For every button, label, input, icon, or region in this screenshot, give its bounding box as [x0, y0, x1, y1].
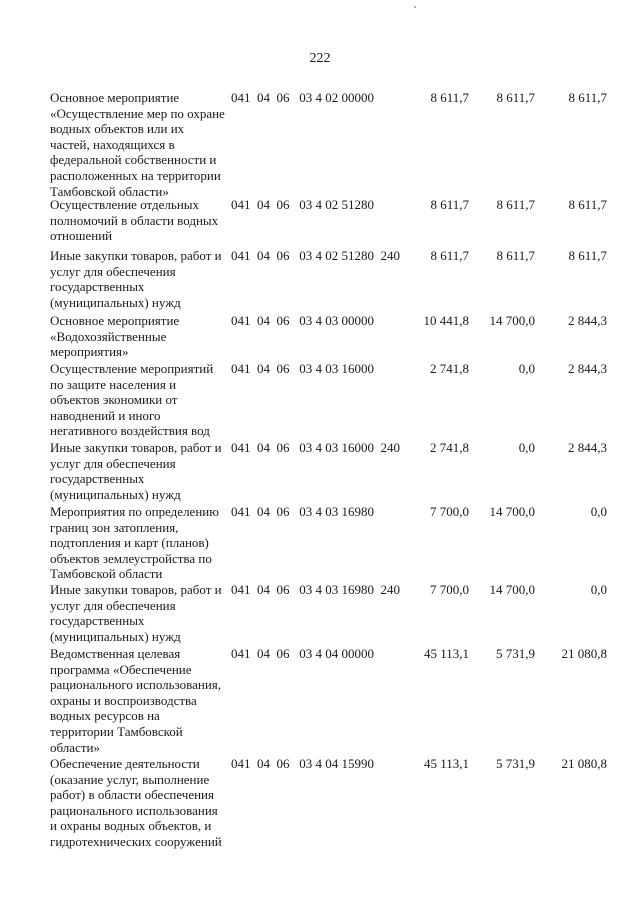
amount-year-1: 2 741,8 — [430, 440, 469, 455]
row-description — [50, 756, 230, 850]
description-line: по защите населения и — [50, 376, 177, 392]
description-line: Тамбовской области» — [50, 183, 169, 199]
row-description — [50, 440, 230, 502]
budget-code: 041 04 06 03 4 03 00000 — [231, 313, 374, 328]
description-line: объектов экономики от — [50, 392, 178, 408]
description-line: «Осуществление мер по охране — [50, 105, 225, 121]
row-description — [50, 313, 230, 360]
budget-code: 041 04 06 03 4 04 15990 — [231, 756, 374, 771]
budget-code: 041 04 06 03 4 03 16980 — [231, 504, 374, 519]
description-line: работ) в области обеспечения — [50, 787, 214, 803]
amount-year-1: 45 113,1 — [423, 646, 469, 661]
amount-year-3: 0,0 — [590, 504, 607, 519]
amount-year-2: 0,0 — [518, 361, 535, 376]
description-line: услуг для обеспечения — [50, 263, 176, 279]
amount-year-3: 21 080,8 — [561, 646, 607, 661]
description-line: мероприятия» — [50, 344, 129, 360]
row-description — [50, 504, 230, 582]
row-description — [50, 646, 230, 755]
description-line: частей, находящихся в — [50, 136, 175, 152]
description-line: услуг для обеспечения — [50, 597, 176, 613]
amount-year-2: 8 611,7 — [496, 90, 535, 105]
amount-year-2: 14 700,0 — [489, 504, 535, 519]
description-line: Иные закупки товаров, работ и — [50, 582, 222, 597]
description-line: государственных — [50, 471, 145, 487]
amount-year-3: 2 844,3 — [568, 361, 607, 376]
amount-year-1: 2 741,8 — [430, 361, 469, 376]
description-line: рационального использования — [50, 802, 218, 818]
description-line: Ведомственная целевая — [50, 646, 181, 661]
amount-year-3: 2 844,3 — [568, 440, 607, 455]
description-line: гидротехнических сооружений — [50, 833, 222, 849]
description-line: государственных — [50, 279, 145, 295]
description-line: Иные закупки товаров, работ и — [50, 248, 222, 263]
amount-year-2: 8 611,7 — [496, 248, 535, 263]
description-line: рационального использования, — [50, 677, 222, 693]
description-line: Тамбовской области — [50, 566, 163, 582]
description-line: полномочий в области водных — [50, 212, 219, 228]
description-line: расположенных на территории — [50, 167, 221, 183]
amount-year-3: 8 611,7 — [568, 248, 607, 263]
description-line: водных ресурсов на — [50, 708, 160, 724]
budget-code: 041 04 06 03 4 04 00000 — [231, 646, 374, 661]
budget-code: 041 04 06 03 4 03 16000 240 — [231, 440, 400, 455]
amount-year-3: 2 844,3 — [568, 313, 607, 328]
description-line: отношений — [50, 228, 113, 244]
amount-year-2: 14 700,0 — [489, 582, 535, 597]
description-line: объектов землеустройства по — [50, 550, 212, 566]
description-line: негативного воздействия вод — [50, 423, 210, 439]
description-line: (муниципальных) нужд — [50, 486, 181, 502]
description-line: Обеспечение деятельности — [50, 756, 200, 771]
description-line: программа «Обеспечение — [50, 661, 192, 677]
description-line: Осуществление мероприятий — [50, 361, 214, 376]
amount-year-2: 8 611,7 — [496, 197, 535, 212]
budget-code: 041 04 06 03 4 02 51280 240 — [231, 248, 400, 263]
row-description — [50, 361, 230, 439]
budget-code: 041 04 06 03 4 03 16000 — [231, 361, 374, 376]
page-number: 222 — [309, 51, 331, 66]
description-line: наводнений и иного — [50, 407, 161, 423]
amount-year-1: 8 611,7 — [430, 90, 469, 105]
description-line: услуг для обеспечения — [50, 455, 176, 471]
row-description — [50, 90, 230, 199]
amount-year-1: 45 113,1 — [423, 756, 469, 771]
description-line: государственных — [50, 613, 145, 629]
row-description — [50, 197, 230, 244]
budget-code: 041 04 06 03 4 03 16980 240 — [231, 582, 400, 597]
description-line: территории Тамбовской — [50, 723, 183, 739]
description-line: (муниципальных) нужд — [50, 628, 181, 644]
amount-year-2: 5 731,9 — [496, 756, 535, 771]
amount-year-3: 0,0 — [590, 582, 607, 597]
amount-year-3: 21 080,8 — [561, 756, 607, 771]
amount-year-2: 5 731,9 — [496, 646, 535, 661]
description-line: подтопления и карт (планов) — [50, 535, 209, 551]
description-line: Мероприятия по определению — [50, 504, 219, 519]
budget-code: 041 04 06 03 4 02 51280 — [231, 197, 374, 212]
amount-year-1: 10 441,8 — [423, 313, 469, 328]
amount-year-3: 8 611,7 — [568, 197, 607, 212]
description-line: границ зон затопления, — [50, 519, 179, 535]
row-description — [50, 248, 230, 310]
budget-code: 041 04 06 03 4 02 00000 — [231, 90, 374, 105]
description-line: области» — [50, 739, 100, 755]
description-line: Осуществление отдельных — [50, 197, 200, 212]
amount-year-2: 0,0 — [518, 440, 535, 455]
description-line: охраны и воспроизводства — [50, 692, 197, 708]
description-line: «Водохозяйственные — [50, 328, 167, 344]
description-line: Основное мероприятие — [50, 90, 180, 105]
amount-year-2: 14 700,0 — [489, 313, 535, 328]
amount-year-1: 7 700,0 — [430, 582, 469, 597]
description-line: Иные закупки товаров, работ и — [50, 440, 222, 455]
amount-year-1: 8 611,7 — [430, 248, 469, 263]
row-description — [50, 582, 230, 644]
scan-speck — [414, 6, 416, 8]
description-line: (оказание услуг, выполнение — [50, 771, 210, 787]
description-line: Основное мероприятие — [50, 313, 180, 328]
description-line: (муниципальных) нужд — [50, 294, 181, 310]
amount-year-1: 7 700,0 — [430, 504, 469, 519]
description-line: и охраны водных объектов, и — [50, 818, 212, 834]
amount-year-1: 8 611,7 — [430, 197, 469, 212]
description-line: водных объектов или их — [50, 121, 185, 137]
description-line: федеральной собственности и — [50, 152, 217, 168]
amount-year-3: 8 611,7 — [568, 90, 607, 105]
